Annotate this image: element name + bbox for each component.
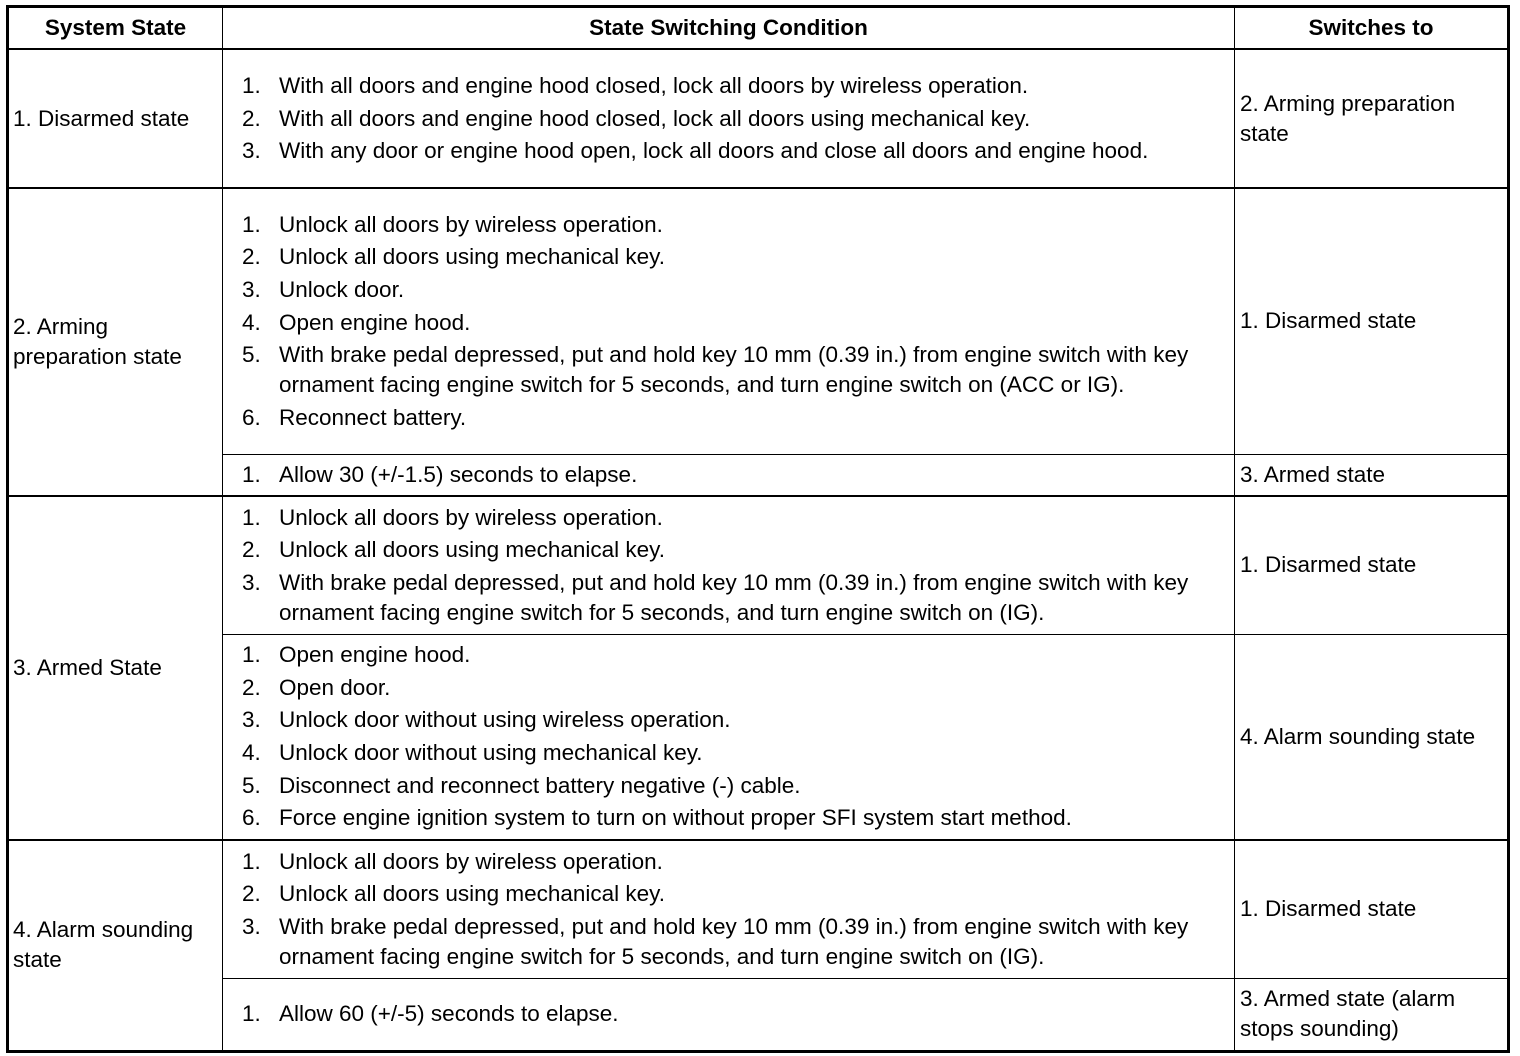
switches-to-cell: 3. Armed state <box>1235 454 1509 496</box>
condition-text: Allow 30 (+/-1.5) seconds to elapse. <box>279 461 638 487</box>
condition-text: Unlock door without using wireless operation. <box>279 707 731 733</box>
condition-list <box>242 999 1228 1029</box>
system-state-cell: 2. Arming preparation state <box>8 188 223 496</box>
table-body <box>8 49 1509 1051</box>
condition-number: 3. <box>242 569 261 595</box>
condition-item <box>242 403 1228 433</box>
condition-cell <box>223 454 1235 496</box>
condition-text: Unlock all doors using mechanical key. <box>279 537 666 563</box>
condition-text: Open engine hood. <box>279 642 471 668</box>
condition-number: 2. <box>242 881 261 907</box>
condition-number: 1. <box>242 642 261 668</box>
condition-number: 1. <box>242 504 261 530</box>
condition-item <box>242 705 1228 735</box>
condition-list <box>242 210 1228 433</box>
condition-text: Unlock all doors using mechanical key. <box>279 881 666 907</box>
table-row <box>8 49 1509 188</box>
condition-number: 2. <box>242 244 261 270</box>
table-row <box>8 978 1509 1051</box>
switches-to-cell: 2. Arming preparation state <box>1235 49 1509 188</box>
condition-text: With brake pedal depressed, put and hold key 10 mm (0.39 in.) from engine switch with key ornament facing engine switch for 5 seconds, and turn engine switch on (IG). <box>279 569 1189 625</box>
condition-text: Disconnect and reconnect battery negative (-) cable. <box>279 772 801 798</box>
condition-cell <box>223 978 1235 1051</box>
condition-item <box>242 847 1228 877</box>
header-switches-to: Switches to <box>1235 7 1509 50</box>
switches-to-cell: 1. Disarmed state <box>1235 188 1509 454</box>
condition-item <box>242 460 1228 490</box>
condition-text: Force engine ignition system to turn on without proper SFI system start method. <box>279 805 1072 831</box>
condition-cell <box>223 634 1235 840</box>
condition-number: 2. <box>242 674 261 700</box>
condition-text: Unlock all doors by wireless operation. <box>279 504 663 530</box>
condition-number: 1. <box>242 211 261 237</box>
system-state-cell: 1. Disarmed state <box>8 49 223 188</box>
condition-number: 5. <box>242 772 261 798</box>
condition-item <box>242 912 1228 972</box>
condition-item <box>242 308 1228 338</box>
table-row <box>8 188 1509 454</box>
condition-number: 2. <box>242 537 261 563</box>
condition-item <box>242 71 1228 101</box>
condition-number: 2. <box>242 105 261 131</box>
condition-text: With all doors and engine hood closed, lock all doors by wireless operation. <box>279 72 1029 98</box>
condition-text: Allow 60 (+/-5) seconds to elapse. <box>279 1001 619 1026</box>
condition-list <box>242 847 1228 972</box>
condition-item <box>242 340 1228 400</box>
header-row <box>8 7 1509 50</box>
system-state-cell: 4. Alarm sounding state <box>8 840 223 1051</box>
condition-number: 1. <box>242 461 261 487</box>
condition-list <box>242 71 1228 166</box>
condition-item <box>242 535 1228 565</box>
condition-number: 4. <box>242 740 261 766</box>
condition-text: With brake pedal depressed, put and hold key 10 mm (0.39 in.) from engine switch with key ornament facing engine switch for 5 seconds, and turn engine switch on (IG). <box>279 913 1189 969</box>
switches-to-cell: 4. Alarm sounding state <box>1235 634 1509 840</box>
condition-number: 4. <box>242 309 261 335</box>
table-row <box>8 454 1509 496</box>
condition-number: 3. <box>242 707 261 733</box>
condition-list <box>242 640 1228 833</box>
condition-number: 1. <box>242 848 261 874</box>
condition-text: Unlock door without using mechanical key. <box>279 740 703 766</box>
condition-text: With brake pedal depressed, put and hold key 10 mm (0.39 in.) from engine switch with key ornament facing engine switch for 5 seconds, and turn engine switch on (ACC or IG). <box>279 342 1189 398</box>
condition-text: With any door or engine hood open, lock all doors and close all doors and engine hood. <box>279 138 1149 164</box>
condition-number: 1. <box>242 72 261 98</box>
table-row <box>8 496 1509 634</box>
table-row <box>8 840 1509 978</box>
table-row <box>8 634 1509 840</box>
condition-text: Reconnect battery. <box>279 404 467 430</box>
condition-item <box>242 999 1228 1029</box>
condition-number: 3. <box>242 138 261 164</box>
condition-text: Unlock all doors using mechanical key. <box>279 244 666 270</box>
condition-text: Open engine hood. <box>279 309 471 335</box>
header-system-state: System State <box>8 7 223 50</box>
switches-to-cell: 1. Disarmed state <box>1235 496 1509 634</box>
condition-list <box>242 503 1228 628</box>
condition-number: 5. <box>242 342 261 368</box>
switches-to-cell: 1. Disarmed state <box>1235 840 1509 978</box>
condition-item <box>242 738 1228 768</box>
state-transition-table <box>6 5 1510 1053</box>
condition-text: Unlock all doors by wireless operation. <box>279 848 663 874</box>
condition-item <box>242 210 1228 240</box>
condition-number: 6. <box>242 404 261 430</box>
condition-item <box>242 879 1228 909</box>
system-state-cell: 3. Armed State <box>8 496 223 840</box>
condition-item <box>242 104 1228 134</box>
condition-item <box>242 275 1228 305</box>
condition-item <box>242 673 1228 703</box>
header-condition: State Switching Condition <box>223 7 1235 50</box>
condition-text: Unlock all doors by wireless operation. <box>279 211 663 237</box>
condition-number: 3. <box>242 276 261 302</box>
condition-text: With all doors and engine hood closed, lock all doors using mechanical key. <box>279 105 1031 131</box>
condition-cell <box>223 496 1235 634</box>
condition-item <box>242 771 1228 801</box>
condition-item <box>242 803 1228 833</box>
condition-number: 6. <box>242 805 261 831</box>
condition-item <box>242 568 1228 628</box>
condition-item <box>242 640 1228 670</box>
condition-number: 1. <box>242 1001 261 1026</box>
condition-cell <box>223 840 1235 978</box>
condition-text: Unlock door. <box>279 276 405 302</box>
condition-item <box>242 136 1228 166</box>
condition-list <box>242 460 1228 490</box>
condition-text: Open door. <box>279 674 391 700</box>
condition-cell <box>223 188 1235 454</box>
condition-cell <box>223 49 1235 188</box>
switches-to-cell: 3. Armed state (alarm stops sounding) <box>1235 978 1509 1051</box>
condition-item <box>242 503 1228 533</box>
condition-number: 3. <box>242 913 261 939</box>
condition-item <box>242 242 1228 272</box>
